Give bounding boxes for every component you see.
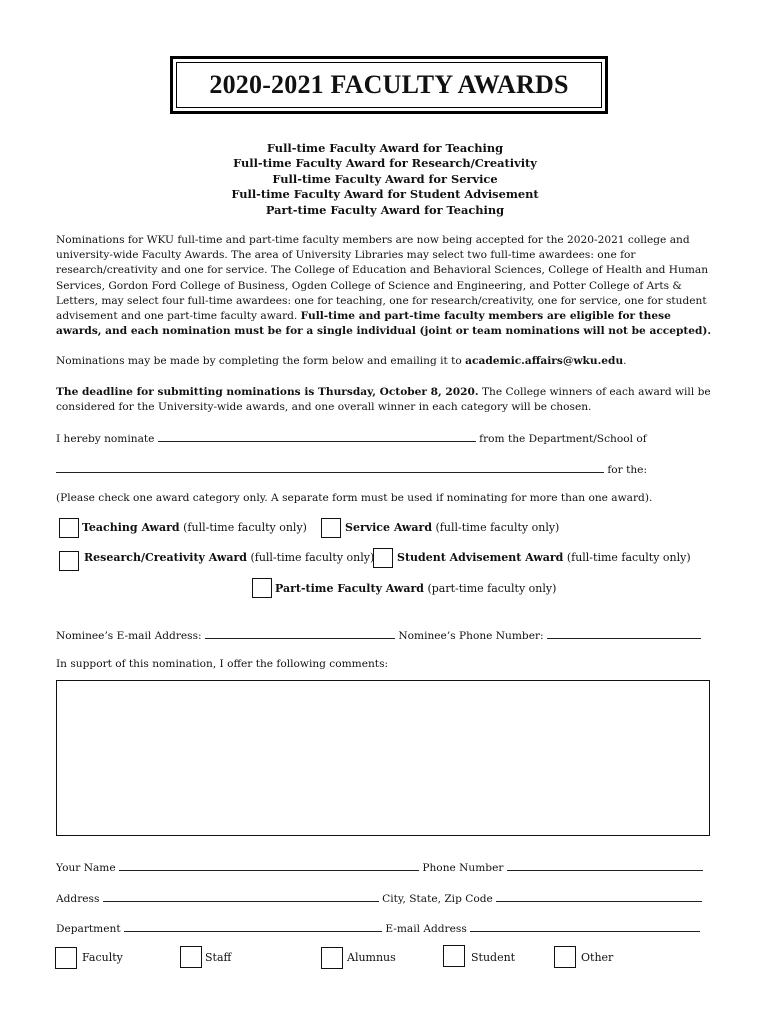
research-award-label: Research/Creativity Award (full-time faculty only) <box>84 551 375 564</box>
intro-paragraph <box>56 233 716 339</box>
nominator-department-row: Department E-mail Address <box>56 920 716 937</box>
nominator-name-row: Your Name Phone Number <box>56 859 716 876</box>
award-category: Full-time Faculty Award for Student Advisement <box>231 187 539 202</box>
role-alumnus-checkbox[interactable] <box>321 947 343 969</box>
page-title: 2020-2021 FACULTY AWARDS <box>176 62 602 108</box>
role-student-label: Student <box>471 951 516 964</box>
award-category: Full-time Faculty Award for Research/Creativity <box>233 156 537 171</box>
intro-eligibility: Full-time and part-time faculty members are eligible for these awards, and each nomination must be for a single individual (joint or team nominations will not be accepted). <box>56 310 712 338</box>
your-email-field[interactable] <box>470 920 700 932</box>
address-field[interactable] <box>103 890 379 902</box>
nominee-contact-row: Nominee’s E-mail Address: Nominee’s Phone Number: <box>56 627 716 644</box>
role-staff-checkbox[interactable] <box>180 946 202 968</box>
parttime-award-label: Part-time Faculty Award (part-time faculty only) <box>275 582 557 595</box>
parttime-award-checkbox[interactable] <box>252 578 272 598</box>
nominee-department-field[interactable] <box>56 461 604 473</box>
role-faculty-label: Faculty <box>82 951 123 964</box>
award-category-list <box>0 141 770 218</box>
role-student-checkbox[interactable] <box>443 945 465 967</box>
service-award-checkbox[interactable] <box>321 518 341 538</box>
teaching-award-checkbox[interactable] <box>59 518 79 538</box>
nominator-address-row: Address City, State, Zip Code <box>56 890 716 907</box>
role-other-checkbox[interactable] <box>554 946 576 968</box>
teaching-award-label: Teaching Award (full-time faculty only) <box>82 521 307 534</box>
your-department-field[interactable] <box>124 920 382 932</box>
email-paragraph: Nominations may be made by completing the form below and emailing it to academic.affairs@wku.edu. <box>56 355 627 367</box>
service-award-label: Service Award (full-time faculty only) <box>345 521 560 534</box>
check-instruction: (Please check one award category only. A separate form must be used if nominating for more than one award). <box>56 492 653 504</box>
title-box <box>170 56 608 114</box>
your-name-field[interactable] <box>119 859 419 871</box>
your-phone-field[interactable] <box>507 859 703 871</box>
comments-label: In support of this nomination, I offer the following comments: <box>56 658 389 670</box>
role-other-label: Other <box>581 951 614 964</box>
award-category: Part-time Faculty Award for Teaching <box>265 202 505 217</box>
city-state-zip-field[interactable] <box>496 890 702 902</box>
award-category: Full-time Faculty Award for Teaching <box>266 141 504 155</box>
intro-text: Nominations for WKU full-time and part-time faculty members are now being accepted for the 2020-2021 college and university-wide Faculty Awards. The area of University Libraries may select two full-time awardees: one for research/creativity and one for service. The College of Education and Behavioral Sciences, College of Health and Human Services, Gordon Ford College of Business, Ogden College of Science and Engineering, and Potter College of Arts & Letters, may select four full-time awardees: one for teaching, one for research/creativity, one for service, one for student advisement and one part-time faculty award. <box>56 234 709 323</box>
award-category: Full-time Faculty Award for Service <box>272 171 498 186</box>
research-award-checkbox[interactable] <box>59 551 79 571</box>
department-row: for the: <box>56 461 716 478</box>
email-text: Nominations may be made by completing the form below and emailing it to <box>56 355 466 367</box>
comments-textarea[interactable] <box>56 680 710 836</box>
role-staff-label: Staff <box>205 951 232 964</box>
advisement-award-label: Student Advisement Award (full-time faculty only) <box>397 551 691 564</box>
deadline-text: The College winners of each award will be considered for the University-wide awards, and one overall winner in each category will be chosen. <box>56 386 711 414</box>
nominee-email-field[interactable] <box>205 627 395 639</box>
nominee-phone-field[interactable] <box>547 627 701 639</box>
deadline-paragraph <box>56 385 716 415</box>
email-link[interactable]: academic.affairs@wku.edu <box>465 355 624 367</box>
nominate-row: I hereby nominate from the Department/School of <box>56 430 716 447</box>
nominee-name-field[interactable] <box>158 430 476 442</box>
advisement-award-checkbox[interactable] <box>373 548 393 568</box>
role-alumnus-label: Alumnus <box>347 951 396 964</box>
deadline-bold: The deadline for submitting nominations is Thursday, October 8, 2020. <box>56 386 479 398</box>
role-faculty-checkbox[interactable] <box>55 947 77 969</box>
